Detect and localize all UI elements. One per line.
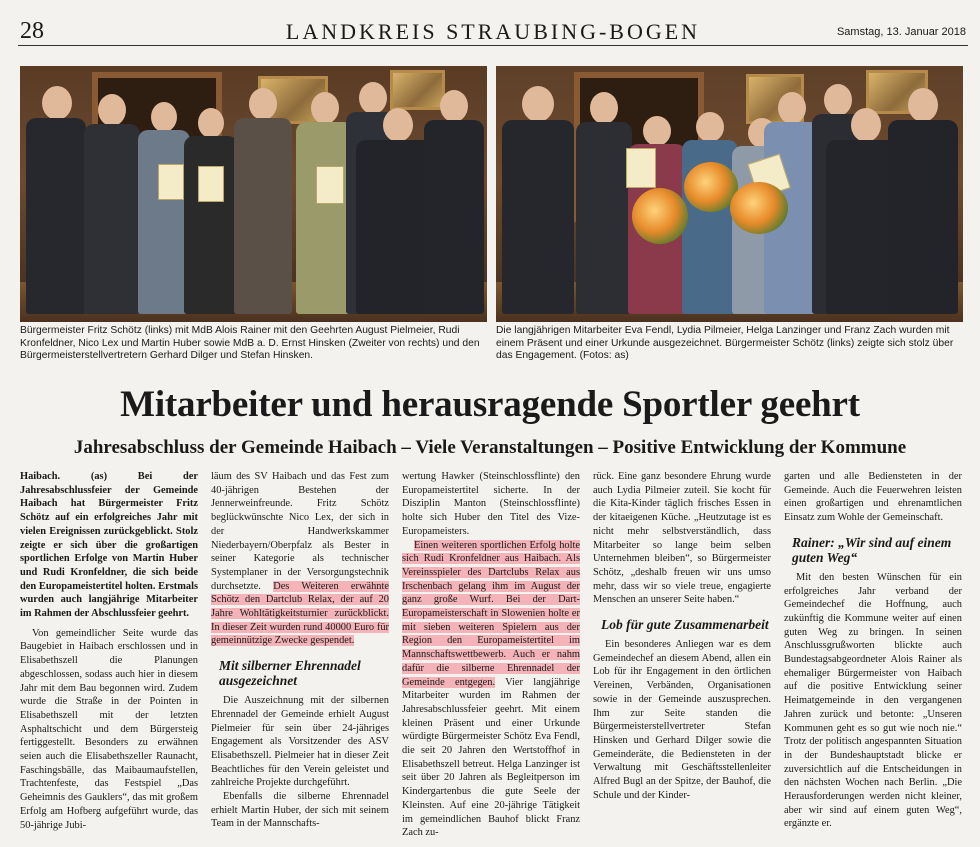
body-paragraph: Von gemeindlicher Seite wurde das Baugebiet in Haibach erschlossen und in Elisabethszell die Planungen abgeschlossen, sodass auch hier in diesem Jahr mit dem Bau begonnen wird. Zudem wurde die Straße in der Pointen in Elisabethszell mit der letzten Asphaltschicht und dem Bürgersteig fertiggestellt. Besonders zu erwähnen seien auch die Elisabethszeller Raunacht, Faschingsbälle, das Maibaumaufstellen, Trachtenfeste, das Festspiel „Das Geheimnis des Gauklers“, das mit großem Erfolg am Hofberg aufgeführt wurde, das 50-jährige Jubi-: [20, 627, 198, 831]
article-column-4: [593, 470, 771, 842]
body-paragraph: wertung Hawker (Steinschlossflinte) den Europameistertitel sicherte. In der Disziplin Manton (Steinschlossflinte) holte sich Huber den Titel des Vize-Europameisters.: [402, 471, 580, 537]
article-column-1: [20, 470, 198, 842]
body-paragraph: Ebenfalls die silberne Ehrennadel erhielt Martin Huber, der sich mit seinem Team in der Mannschafts-: [211, 791, 389, 830]
body-paragraph: garten und alle Bediensteten in der Gemeinde. Auch die Feuerwehren leisten einen großartigen und ehrenamtlichen Einsatz zum Wohle der Gemeinschaft.: [784, 471, 962, 524]
section-subhead: Rainer: „Wir sind auf einem guten Weg“: [792, 534, 952, 565]
page-number: 28: [20, 18, 44, 44]
body-paragraph: rück. Eine ganz besondere Ehrung wurde auch Lydia Pilmeier zuteil. Sie kocht für die Kita-Kinder täglich frisches Essen in der kitaeigenen Küche. „Heutzutage ist es nicht mehr selbstverständlich, dass Mitarbeiter so lange beim selben Unternehmen bleiben“, so Bürgermeister Schötz, „deshalb freuen wir uns umso mehr, dass wir so viele treue, engagierte Menschen an unserer Seite haben.“: [593, 471, 771, 606]
body-paragraph: Ein besonderes Anliegen war es dem Gemeindechef an diesem Abend, allen ein Lob für ihr Engagement in den örtlichen Vereinen, Verbänden, Organisationen sowie in der Gemeinde auszusprechen. Ihm zur Seite standen die Bürgermeisterstellvertreter Stefan Hinsken und Gerhard Dilger sowie die Gemeinderäte, die Bediensteten in der Verwaltung mit Geschäftsstellenleiter Alfred Bugl an der Spitze, der Bauhof, die Schule und der Kinder-: [593, 639, 771, 801]
article-headline: Mitarbeiter und herausragende Sportler geehrt: [120, 384, 860, 425]
body-paragraph: [402, 539, 580, 840]
article-column-2: [211, 470, 389, 842]
body-paragraph: Die Auszeichnung mit der silbernen Ehrennadel der Gemeinde erhielt August Pielmeier für sein über 24-jähriges Engagement als Vorsitzender des ASV Elisabethszell. Pielmeier hat in dieser Zeit Beachtliches für den Verein geleistet und zahlreiche Projekte durchgeführt.: [211, 695, 389, 789]
body-text: läum des SV Haibach und das Fest zum 40-jährigen Bestehen der Jennerweinfreunde. Fritz Schötz beglückwünschte Nico Lex, der sich in der Handwerkskammer Niederbayern/Oberpfalz als Bester in seiner Kategorie als technischer Systemplaner in der Versorgungstechnik durchsetzte.: [211, 471, 389, 592]
article-subheadline: Jahresabschluss der Gemeinde Haibach – Viele Veranstaltungen – Positive Entwicklung der Kommune: [73, 437, 907, 458]
photo-caption-left: Bürgermeister Fritz Schötz (links) mit MdB Alois Rainer mit den Geehrten August Pielmeier, Rudi Kronfeldner, Nico Lex und Martin Huber sowie MdB a. D. Ernst Hinsken (Zweiter von rechts) und den Bürgermeisterstellvertretern Gerhard Dilger und Stefan Hinsken.: [20, 325, 480, 362]
highlighted-text: Einen weiteren sportlichen Erfolg holte sich Rudi Kronfeldner aus Haibach. Als Vereinsspieler des Dartclubs Relax aus Irschenbach gelang ihm im August der ganz große Wurf. Bei der Dart-Europameisterschaft in Slowenien holte er mit sieben weiteren Spielern aus der Region den Europameistertitel im Mannschaftswettbewerb. Auch er nahm dafür die silberne Ehrennadel der Gemeinde entgegen.: [402, 539, 580, 688]
photo-honorees: [20, 66, 487, 322]
highlighted-text: Des Weiteren erwähnte Schötz den Dartclub Relax, der auf 20 Jahre Wohltätigkeitsturnier zurückblickt. In dieser Zeit wurden rund 40000 Euro für gemeinnützige Zwecke gespendet.: [211, 580, 389, 647]
masthead: [18, 14, 968, 46]
article-column-3: [402, 470, 580, 842]
section-subhead: Lob für gute Zusammenarbeit: [601, 617, 769, 633]
photo-employees: [496, 66, 963, 322]
lead-paragraph: Haibach. (as) Bei der Jahresabschlussfeier der Gemeinde Haibach hat Bürgermeister Fritz Schötz auf ein erfolgreiches Jahr mit vielen Ereignissen zurückgeblickt. Stolz zeigte er sich über die großartigen sportlichen Erfolge von Martin Huber und Rudi Kronfeldner, die sich beide den Europameistertitel holten. Erstmals wurden auch langjährige Mitarbeiter im Rahmen der Abschlussfeier geehrt.: [20, 471, 198, 620]
body-text: Vier langjährige Mitarbeiter wurden im Rahmen der Jahresabschlussfeier geehrt. Mit einem kleinen Präsent und einer Urkunde würdigte Bürgermeister Schötz Eva Fendl, die seit 20 Jahren den Wertstoffhof in Elisabethszell betreut. Helga Lanzinger ist seit über 20 Jahren als Begleitperson im Kindergartenbus die gute Seele der Kleinsten. Auf eine 20-jährige Tätigkeit im gemeindlichen Bauhof blickt Franz Zach zu-: [402, 676, 580, 839]
issue-date: Samstag, 13. Januar 2018: [836, 26, 966, 38]
photo-caption-right: Die langjährigen Mitarbeiter Eva Fendl, Lydia Pilmeier, Helga Lanzinger und Franz Zach wurden mit einem Präsent und einer Urkunde ausgezeichnet. Bürgermeister Schötz (links) zeigte sich stolz über das Engagement. (Fotos: as): [496, 325, 954, 362]
section-subhead: Mit silberner Ehrennadel ausgezeichnet: [219, 658, 361, 689]
body-paragraph: Mit den besten Wünschen für ein erfolgreiches Jahr verband der Gemeindechef die Hoffnung, auch zukünftig die Kommune weiter auf einen guten Weg zu bringen. In seinen Anschlussgrußworten blickte auch Bundestagsabgeordneter Alois Rainer als ehemaliger Bürgermeister von Haibach auf die positive Entwicklung seiner Heimatgemeinde in den vergangenen Jahren zurück und betonte: „Unseren Kommunen geht es so gut wie noch nie.“ Trotz der politisch angespannten Situation in der Bundeshauptstadt blicke er zuversichtlich auf die Entscheidungen in den nächsten Wochen nach Berlin. „Die Herausforderungen werden nicht kleiner, aber wir sind auf einem guten Weg“, ergänzte er.: [784, 571, 962, 830]
section-title: LANDKREIS STRAUBING-BOGEN: [285, 19, 701, 44]
body-paragraph: [211, 470, 389, 648]
article-column-5: [784, 470, 962, 842]
